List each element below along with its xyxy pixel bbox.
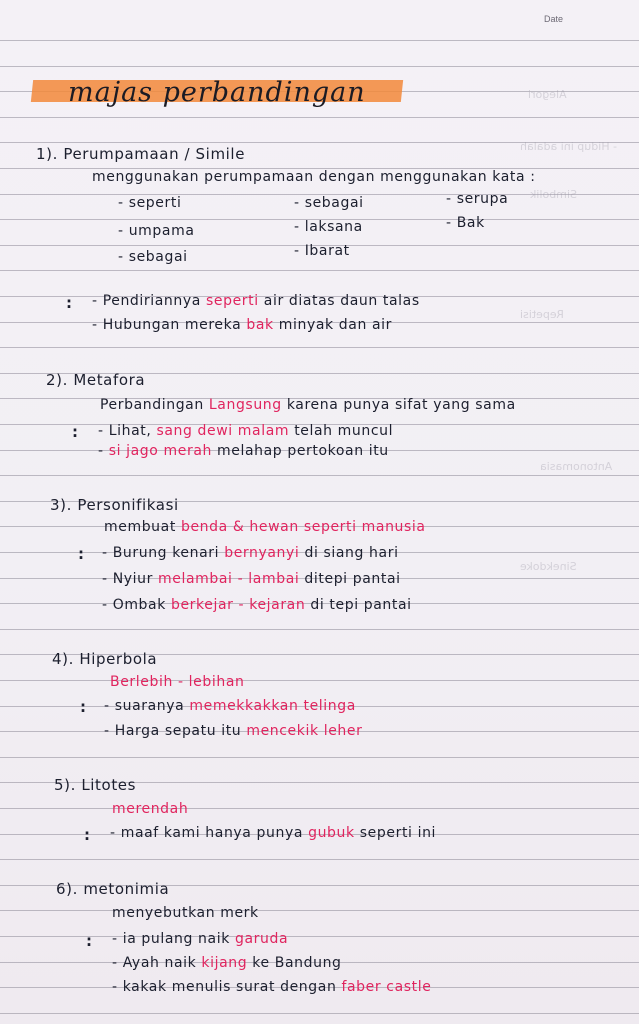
ghost-text: Antonomasia xyxy=(540,460,613,473)
example-line: - si jago merah melahap pertokoan itu xyxy=(98,443,389,459)
word-item: - Ibarat xyxy=(294,243,350,259)
example-bullet: : xyxy=(86,932,93,950)
rule-line xyxy=(0,347,639,348)
rule-line xyxy=(0,757,639,758)
rule-line xyxy=(0,936,639,937)
section-description: membuat benda & hewan seperti manusia xyxy=(104,519,426,535)
rule-line xyxy=(0,1013,639,1014)
rule-line xyxy=(0,680,639,681)
word-item: - laksana xyxy=(294,219,363,235)
section-heading: 4). Hiperbola xyxy=(52,650,158,668)
word-item: - sebagai xyxy=(118,249,188,265)
ghost-text: Sinekdoke xyxy=(520,560,577,573)
title xyxy=(32,76,366,110)
word-item: - serupa xyxy=(446,191,509,207)
ghost-text: Simbolik xyxy=(530,188,577,201)
example-bullet: : xyxy=(78,545,85,563)
section-heading: 6). metonimia xyxy=(56,880,170,898)
example-line: - Burung kenari bernyanyi di siang hari xyxy=(102,545,399,561)
rule-line xyxy=(0,66,639,67)
rule-line xyxy=(0,475,639,476)
date-label: Date xyxy=(543,14,563,24)
example-line: - Harga sepatu itu mencekik leher xyxy=(104,723,363,739)
example-line: - Nyiur melambai - lambai ditepi pantai xyxy=(102,571,401,587)
example-bullet: : xyxy=(72,423,79,441)
rule-line xyxy=(0,808,639,809)
example-line: - kakak menulis surat dengan faber castle xyxy=(112,979,432,995)
example-line: - suaranya memekkakkan telinga xyxy=(104,698,356,714)
word-item: - umpama xyxy=(118,223,195,239)
section-heading: 2). Metafora xyxy=(46,371,146,389)
example-line: - Ombak berkejar - kejaran di tepi pantai xyxy=(102,597,412,613)
rule-line xyxy=(0,270,639,271)
example-line: - Hubungan mereka bak minyak dan air xyxy=(92,317,393,333)
rule-line xyxy=(0,40,639,41)
example-bullet: : xyxy=(84,826,91,844)
section-heading: 1). Perumpamaan / Simile xyxy=(36,145,246,163)
rule-line xyxy=(0,117,639,118)
section-heading: 5). Litotes xyxy=(54,776,137,794)
example-bullet: : xyxy=(80,698,87,716)
example-line: - Lihat, sang dewi malam telah muncul xyxy=(98,423,394,439)
word-item: - seperti xyxy=(118,195,182,211)
word-item: - sebagai xyxy=(294,195,364,211)
section-description: menyebutkan merk xyxy=(112,905,259,921)
example-line: - ia pulang naik garuda xyxy=(112,931,289,947)
ghost-text: Alegori xyxy=(528,88,567,101)
ghost-text: - Hidup ini adalah xyxy=(520,140,618,153)
section-description: merendah xyxy=(112,801,189,817)
example-bullet: : xyxy=(66,294,73,312)
section-description: menggunakan perumpamaan dengan menggunakan kata : xyxy=(92,169,536,185)
rule-line xyxy=(0,629,639,630)
example-line: - Ayah naik kijang ke Bandung xyxy=(112,955,342,971)
example-line: - maaf kami hanya punya gubuk seperti ini xyxy=(110,825,437,841)
example-line: - Pendiriannya seperti air diatas daun talas xyxy=(92,293,420,309)
title-text: majas perbandingan xyxy=(68,77,366,108)
section-description: Perbandingan Langsung karena punya sifat yang sama xyxy=(100,397,516,413)
ghost-text: Repetisi xyxy=(520,308,564,321)
section-heading: 3). Personifikasi xyxy=(50,496,179,514)
word-item: - Bak xyxy=(446,215,485,231)
rule-line xyxy=(0,910,639,911)
rule-line xyxy=(0,859,639,860)
section-description: Berlebih - lebihan xyxy=(110,674,245,690)
